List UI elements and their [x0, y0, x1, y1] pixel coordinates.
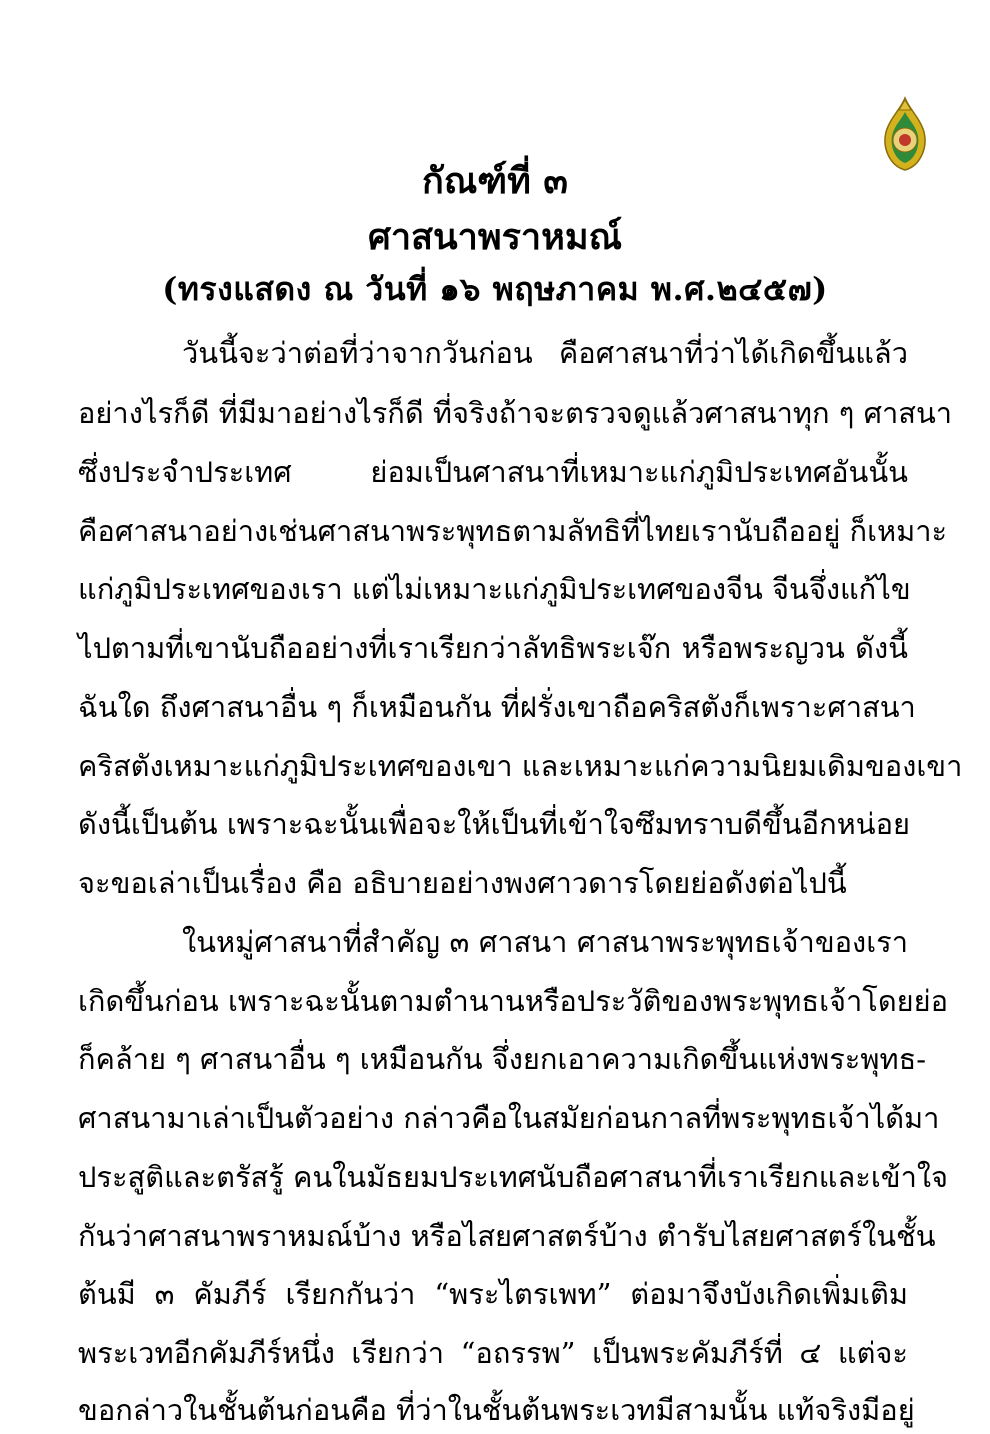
paragraph-2-line-1: ในหมู่ศาสนาที่สำคัญ ๓ ศาสนา ศาสนาพระพุทธเจ้าของเรา	[182, 925, 908, 959]
paragraph-2-line-5: ประสูติและตรัสรู้ คนในมัธยมประเทศนับถือศาสนาที่เราเรียกและเข้าใจ	[78, 1160, 949, 1194]
paragraph-1-line-8: คริสตังเหมาะแก่ภูมิประเทศของเขา และเหมาะแก่ความนิยมเดิมของเขา	[78, 749, 963, 783]
paragraph-1-line-7: ฉันใด ถึงศาสนาอื่น ๆ ก็เหมือนกัน ที่ฝรั่งเขาถือคริสตังก็เพราะศาสนา	[78, 690, 916, 724]
chapter-subtitle: ศาสนาพราหมณ์	[367, 216, 622, 258]
paragraph-1-line-4: คือศาสนาอย่างเช่นศาสนาพระพุทธตามลัทธิที่ไทยเรานับถืออยู่ ก็เหมาะ	[78, 514, 948, 548]
paragraph-2-line-4: ศาสนามาเล่าเป็นตัวอย่าง กล่าวคือในสมัยก่อนกาลที่พระพุทธเจ้าได้มา	[78, 1101, 940, 1135]
chapter-title: กัณฑ์ที่ ๓	[422, 160, 568, 202]
paragraph-1-line-1: วันนี้จะว่าต่อที่ว่าจากวันก่อน คือศาสนาที่ว่าได้เกิดขึ้นแล้ว	[182, 336, 908, 370]
chapter-date-line: (ทรงแสดง ณ วันที่ ๑๖ พฤษภาคม พ.ศ.๒๔๕๗)	[162, 270, 828, 308]
paragraph-2-line-7: ต้นมี ๓ คัมภีร์ เรียกกันว่า “พระไตรเพท” ต่อมาจึงบังเกิดเพิ่มเติม	[78, 1277, 908, 1311]
emblem-inner-disc	[899, 134, 911, 146]
paragraph-2-line-6: กันว่าศาสนาพราหมณ์บ้าง หรือไสยศาสตร์บ้าง ตำรับไสยศาสตร์ในชั้น	[78, 1219, 936, 1253]
paragraph-1-line-10: จะขอเล่าเป็นเรื่อง คือ อธิบายอย่างพงศาวดารโดยย่อดังต่อไปนี้	[78, 866, 847, 900]
paragraph-2-line-8: พระเวทอีกคัมภีร์หนึ่ง เรียกว่า “อถรรพ” เป็นพระคัมภีร์ที่ ๔ แต่จะ	[78, 1336, 908, 1370]
paragraph-1-line-9: ดังนี้เป็นต้น เพราะฉะนั้นเพื่อจะให้เป็นที่เข้าใจซึมทราบดีขึ้นอีกหน่อย	[78, 807, 910, 841]
paragraph-1-line-2: อย่างไรก็ดี ที่มีมาอย่างไรก็ดี ที่จริงถ้าจะตรวจดูแล้วศาสนาทุก ๆ ศาสนา	[78, 396, 953, 430]
paragraph-1-line-6: ไปตามที่เขานับถืออย่างที่เราเรียกว่าลัทธิพระเจ๊ก หรือพระญวน ดังนี้	[78, 631, 908, 665]
paragraph-2-line-3: ก็คล้าย ๆ ศาสนาอื่น ๆ เหมือนกัน จึ่งยกเอาความเกิดขึ้นแห่งพระพุทธ-	[78, 1042, 927, 1076]
paragraph-1-line-5: แก่ภูมิประเทศของเรา แต่ไม่เหมาะแก่ภูมิประเทศของจีน จีนจึ่งแก้ไข	[78, 572, 911, 606]
paragraph-2-line-2: เกิดขึ้นก่อน เพราะฉะนั้นตามตำนานหรือประวัติของพระพุทธเจ้าโดยย่อ	[78, 984, 949, 1018]
paragraph-1-line-3: ซึ่งประจำประเทศ ย่อมเป็นศาสนาที่เหมาะแก่ภูมิประเทศอันนั้น	[78, 455, 908, 489]
paragraph-2-line-9: ขอกล่าวในชั้นต้นก่อนคือ ที่ว่าในชั้นต้นพระเวทมีสามนั้น แท้จริงมีอยู่	[78, 1393, 915, 1427]
